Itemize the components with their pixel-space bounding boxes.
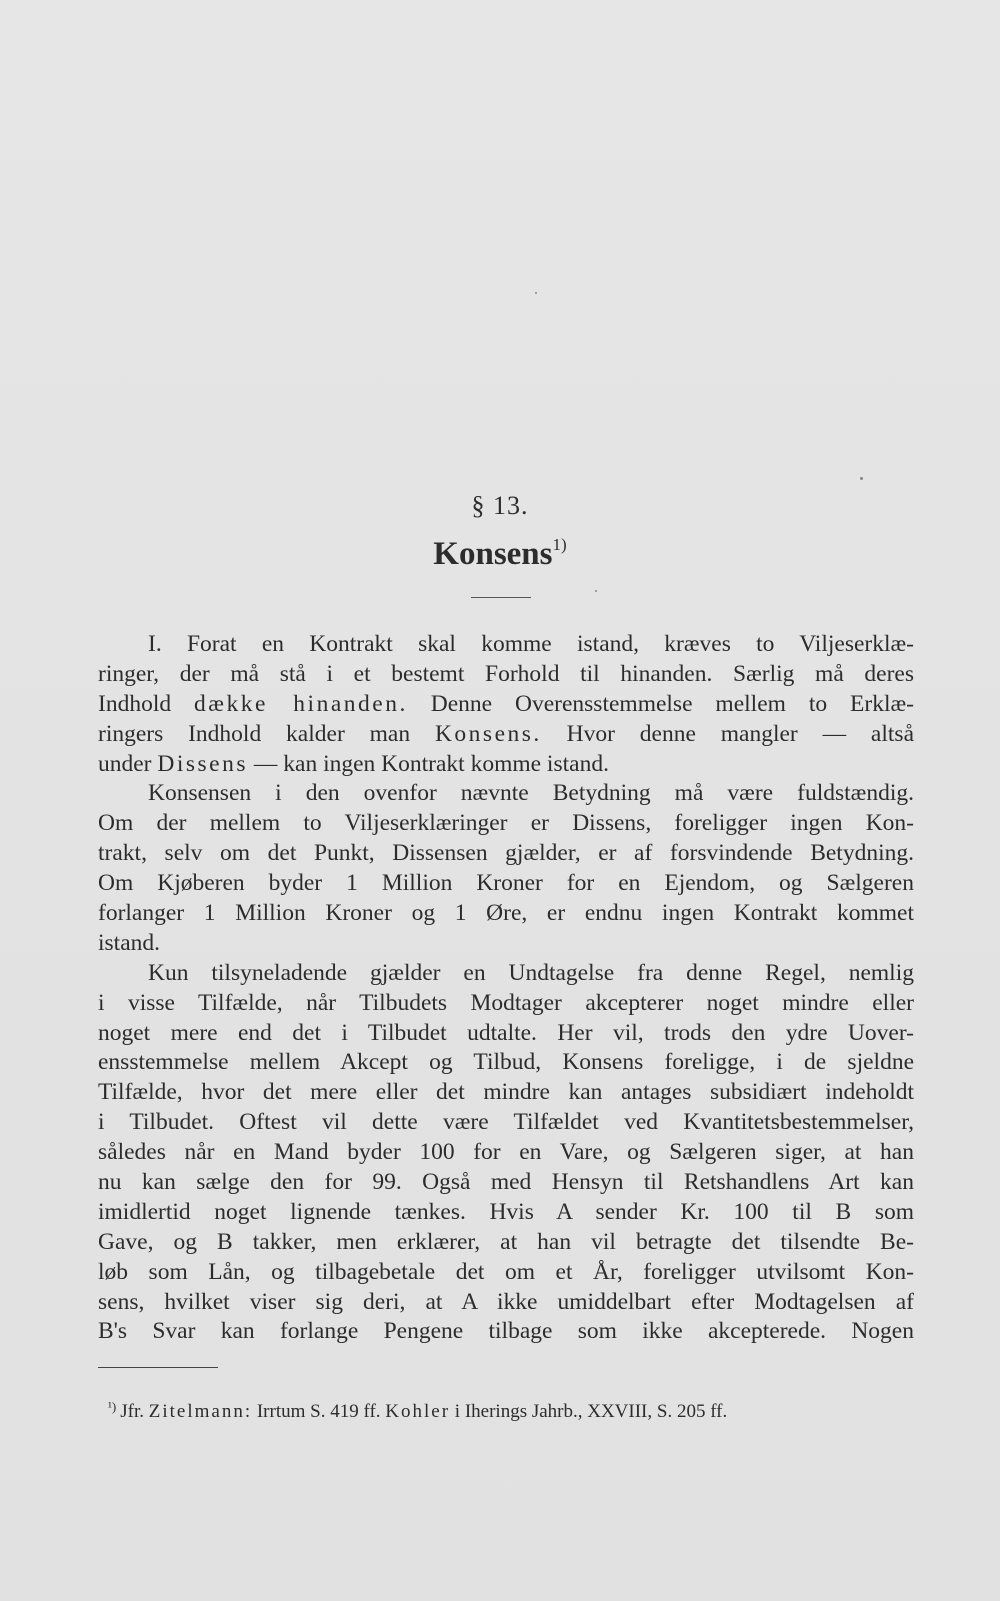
footnote-author: Zitelmann:: [148, 1401, 253, 1422]
heading-divider: [471, 597, 531, 598]
text-line: sens, hvilket viser sig deri, at A ikke umiddelbart efter Modtagelsen af: [98, 1288, 914, 1315]
text-line: B's Svar kan forlange Pengene tilbage som ikke akcepterede. Nogen: [98, 1318, 914, 1345]
heading-title: Konsens: [433, 536, 553, 572]
line-segment: Denne Overensstemmelse mellem to Erklæ-: [407, 690, 914, 717]
spaced-term: Dissens: [157, 750, 249, 777]
footnote-text: Irrtum S. 419 ff.: [256, 1401, 381, 1422]
section-number: § 13.: [471, 491, 529, 520]
text-line: i visse Tilfælde, når Tilbudets Modtager akcepterer noget mindre eller: [98, 989, 914, 1016]
text-line: [98, 750, 914, 780]
text-line: imidlertid noget lignende tænkes. Hvis A sender Kr. 100 til B som: [98, 1198, 914, 1225]
text-line: Gave, og B takker, men erklærer, at han vil betragte det tilsendte Be-: [98, 1228, 914, 1255]
footnote-divider: [98, 1367, 218, 1368]
text-line: Konsensen i den ovenfor nævnte Betydning må være fuldstændig.: [148, 780, 914, 807]
chapter-heading: [0, 535, 1000, 573]
body-text: [98, 630, 914, 1347]
footnote-author: Kohler: [385, 1401, 451, 1422]
text-line: ringer, der må stå i et bestemt Forhold til hinanden. Særlig må deres: [98, 660, 914, 687]
line-segment: Indhold: [98, 690, 195, 717]
text-line: [98, 690, 914, 720]
spaced-term: dække hinanden.: [194, 690, 408, 717]
text-line: I. Forat en Kontrakt skal komme istand, kræves to Viljeserklæ-: [148, 631, 914, 657]
paper-speck: [860, 477, 863, 480]
footnote: [108, 1395, 908, 1424]
footnote-text: i Iherings Jahrb., XXVIII, S. 205 ff.: [454, 1401, 728, 1422]
text-line: trakt, selv om det Punkt, Dissensen gjælder, er af forsvindende Betydning.: [98, 840, 914, 867]
text-line: nu kan sælge den for 99. Også med Hensyn til Retshandlens Art kan: [98, 1169, 914, 1196]
text-line: således når en Mand byder 100 for en Vare, og Sælgeren siger, at han: [98, 1139, 914, 1166]
paper-speck: [595, 590, 597, 592]
text-line: løb som Lån, og tilbagebetale det om et År, foreligger utvilsomt Kon-: [98, 1258, 914, 1285]
footnote-text: Jfr.: [120, 1401, 144, 1422]
paper-speck: [535, 292, 537, 294]
spaced-term: Konsens.: [434, 720, 542, 747]
text-line: Tilfælde, hvor det mere eller det mindre kan antages subsidiært indeholdt: [98, 1079, 914, 1106]
line-segment: under: [98, 750, 158, 777]
text-line: [98, 720, 914, 750]
line-segment: Hvor denne mangler — altså: [541, 720, 914, 747]
text-line: i Tilbudet. Oftest vil dette være Tilfældet ved Kvantitetsbestemmelser,: [98, 1109, 914, 1136]
text-line: ensstemmelse mellem Akcept og Tilbud, Konsens foreligge, i de sjeldne: [98, 1049, 914, 1076]
line-segment: ringers Indhold kalder man: [98, 720, 435, 747]
text-line: forlanger 1 Million Kroner og 1 Øre, er endnu ingen Kontrakt kommet: [98, 900, 914, 927]
text-line: Om der mellem to Viljeserklæringer er Dissens, foreligger ingen Kon-: [98, 810, 914, 837]
footnote-mark: ¹): [108, 1399, 117, 1414]
line-segment: — kan ingen Kontrakt komme istand.: [248, 750, 609, 777]
text-line: Om Kjøberen byder 1 Million Kroner for en Ejendom, og Sælgeren: [98, 870, 914, 897]
text-line: Kun tilsyneladende gjælder en Undtagelse fra denne Regel, nemlig: [148, 959, 914, 986]
text-line: noget mere end det i Tilbudet udtalte. Her vil, trods den ydre Uover-: [98, 1019, 914, 1046]
text-line: istand.: [98, 929, 161, 956]
heading-footnote-ref: 1): [552, 535, 567, 554]
